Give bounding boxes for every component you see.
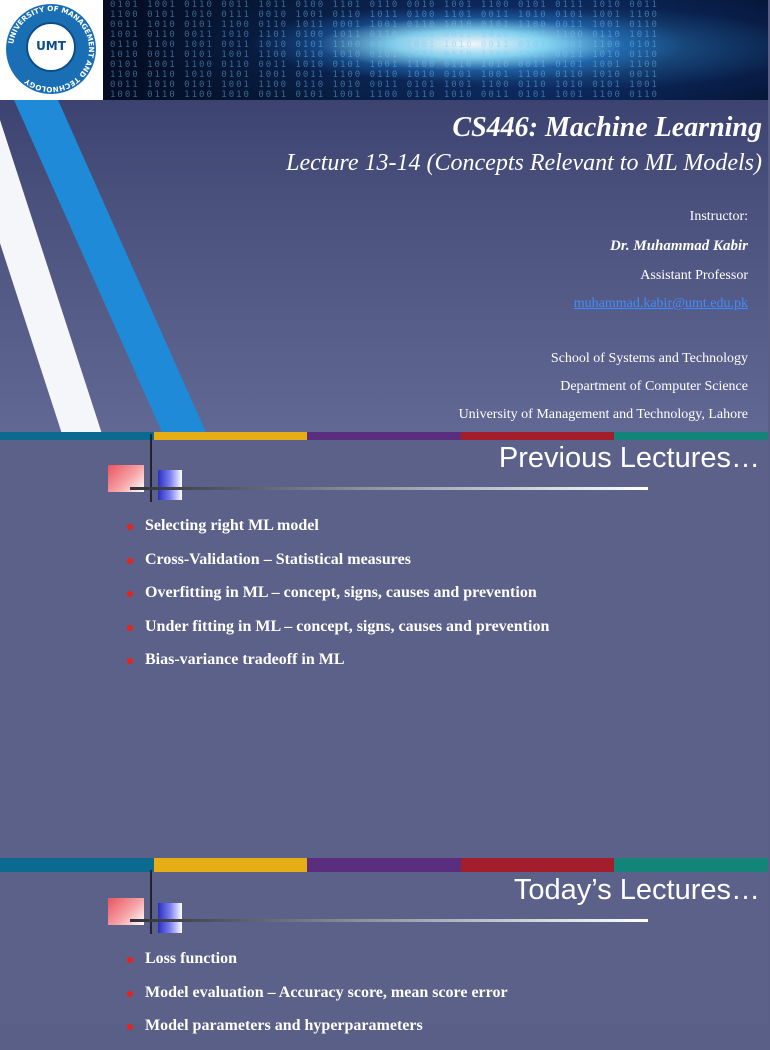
decorative-blue-square <box>158 903 182 933</box>
instructor-email-link[interactable]: muhammad.kabir@umt.edu.pk <box>573 296 748 311</box>
divider-horizontal-line <box>130 487 648 490</box>
list-item: Under fitting in ML – concept, signs, causes and prevention <box>125 617 549 651</box>
lecture-subtitle: Lecture 13-14 (Concepts Relevant to ML Models) <box>286 150 762 176</box>
color-bar-segment <box>614 858 768 872</box>
list-item: Model evaluation – Accuracy score, mean score error <box>125 983 508 1017</box>
course-title: CS446: Machine Learning <box>452 112 762 143</box>
color-bar-segment <box>154 858 308 872</box>
previous-lectures-heading: Previous Lectures… <box>498 442 760 474</box>
color-bar-segment <box>0 432 154 440</box>
logo-ring <box>6 4 96 94</box>
decorative-blue-square <box>158 470 182 500</box>
list-item: Cross-Validation – Statistical measures <box>125 550 549 584</box>
divider-vertical-line <box>150 870 152 934</box>
binary-digits-decoration: 0101 1001 0110 0011 1011 0100 1101 0110 0010 1001 1100 0101 0111 1010 0011 1100 0101 1010 0111 0010 1001 0110 1011 0100 1101 0011 1010 0101 1001 1100 0011 1010 0101 1100 0110 1011 0001 1001 0110 1010 0101 1100 0011 1001 0110 1001 0110 0011 1010 1101 0100 1011 0110 1001 0011 1010 0101 1100 0110 1011 0110 1100 1001 0011 1010 0101 1100 0110 1001 1010 0011 0101 1001 1100 0101 1010 0011 0101 1001 1100 0110 1010 0101 1001 0110 1100 1001 0011 1010 0110 0101 1001 1100 0110 0011 1010 0101 1001 1100 0110 1010 0011 0101 1001 1100 1100 0110 1010 0101 1001 0011 1100 0110 1010 0101 1001 1100 0110 1010 0011 0011 1010 0101 1001 1100 0110 1010 0011 0101 1001 1100 0110 1010 0101 1001 1001 0110 1100 1010 0011 0101 1001 1100 0110 1010 0011 0101 1001 1100 0110 <box>110 0 659 100</box>
previous-lectures-list <box>125 516 549 684</box>
department-name: Department of Computer Science <box>560 379 748 394</box>
binary-data-banner <box>0 0 768 100</box>
todays-lectures-slide <box>0 858 768 1034</box>
title-slide <box>0 0 768 432</box>
color-bar-segment <box>614 432 768 440</box>
color-bar-segment <box>0 858 154 872</box>
divider-vertical-line <box>150 434 152 502</box>
university-name: University of Management and Technology, Lahore <box>458 407 748 422</box>
todays-lectures-list <box>125 949 508 1050</box>
todays-lectures-heading: Today’s Lectures… <box>513 874 760 906</box>
list-item: Bias-variance tradeoff in ML <box>125 650 549 684</box>
instructor-name: Dr. Muhammad Kabir <box>610 238 748 254</box>
logo-text: UMT <box>36 39 66 53</box>
divider-horizontal-line <box>130 919 648 922</box>
university-logo <box>0 0 103 100</box>
color-bar-segment <box>154 432 308 440</box>
logo-emblem <box>26 22 76 72</box>
color-bar-segment <box>461 858 615 872</box>
svg-text:UNIVERSITY OF MANAGEMENT AND T: UNIVERSITY OF MANAGEMENT AND TECHNOLOGY <box>6 4 96 94</box>
color-bar <box>0 858 768 872</box>
list-item: Model parameters and hyperparameters <box>125 1016 508 1050</box>
list-item: Loss function <box>125 949 508 983</box>
school-name: School of Systems and Technology <box>550 351 748 366</box>
color-bar-segment <box>307 858 461 872</box>
list-item: Overfitting in ML – concept, signs, causes and prevention <box>125 583 549 617</box>
previous-lectures-slide <box>0 432 768 858</box>
instructor-label: Instructor: <box>689 209 748 224</box>
instructor-position: Assistant Professor <box>640 268 748 283</box>
color-bar <box>0 432 768 440</box>
list-item: Selecting right ML model <box>125 516 549 550</box>
color-bar-segment <box>461 432 615 440</box>
color-bar-segment <box>307 432 461 440</box>
